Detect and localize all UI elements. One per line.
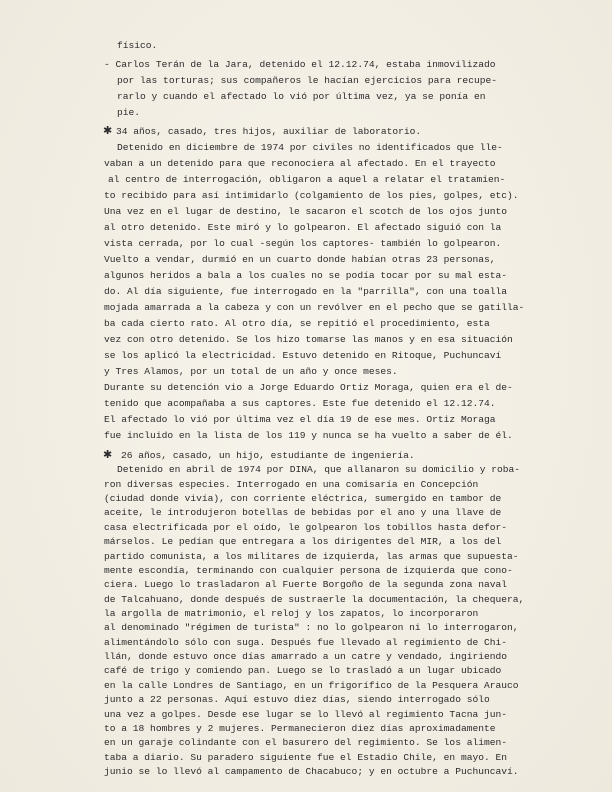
text-line: fue incluido en la lista de los 119 y nunca se ha vuelto a saber de él. <box>104 430 513 441</box>
text-line: alimentándolo sólo con suga. Después fue llevado al regimiento de Chi- <box>104 636 508 648</box>
text-line: partido comunista, a los militares de izquierda, las armas que supuesta- <box>104 550 519 562</box>
text-line: la argolla de matrimonio, el reloj y los zapatos, lo incorporaron <box>104 607 479 619</box>
text-line: vaban a un detenido para que reconociera al afectado. En el trayecto <box>104 158 496 169</box>
text-line: do. Al día siguiente, fue interrogado en la "parrilla", con una toalla <box>104 286 508 297</box>
text-line: en la calle Londres de Santiago, en un frigorífico de la Pesquera Arauco <box>104 679 519 691</box>
text-line: café de trigo y comiendo pan. Luego se lo trasladó a un lugar ubicado <box>104 665 502 677</box>
text-line: en un garaje colindante con el basurero del regimiento. Se los alimen- <box>104 737 508 749</box>
text-line: pie. <box>117 107 141 118</box>
text-line: llán, donde estuvo once días amarrado a un catre y vendado, ingiriendo <box>104 651 508 662</box>
text-line: al denominado "régimen de turista" : no lo golpearon ni lo interrogaron, <box>104 622 519 634</box>
text-line: al centro de interrogación, obligaron a aquel a relatar el tratamien- <box>108 174 506 185</box>
text-line: por las torturas; sus compañeros le hacían ejercicios para recupe- <box>117 75 497 86</box>
text-line: y Tres Alamos, por un total de un año y once meses. <box>104 366 398 377</box>
text-line: El afectado lo vió por última vez el día 19 de ese mes. Ortiz Moraga <box>104 414 496 425</box>
text-line: tenido que acompañaba a sus captores. Este fue detenido el 12.12.74. <box>104 398 496 409</box>
text-line: rarlo y cuando el afectado lo vió por última vez, ya se ponía en <box>117 91 486 102</box>
text-line: ba cada cierto rato. Al otro día, se repitió el procedimiento, esta <box>104 318 490 329</box>
asterisk-mark: ✱ <box>103 124 113 137</box>
text-line: to recibido para así intimidarlo (colgamiento de los pies, golpes, etc). <box>104 190 519 201</box>
text-line: una vez a golpes. Desde ese lugar se lo llevó al regimiento Tacna jun- <box>104 708 508 720</box>
text-line: (ciudad donde vivía), con corriente eléctrica, sumergido en tambor de <box>104 493 502 504</box>
text-line: aceite, le introdujeron botellas de bebidas por el ano y una llave de <box>104 507 502 519</box>
text-line: algunos heridos a bala a los cuales no se podía tocar por su mal esta- <box>104 270 508 281</box>
text-line: vista cerrada, por lo cual -según los captores- también lo golpearon. <box>104 238 502 249</box>
text-line: Durante su detención vio a Jorge Eduardo Ortiz Moraga, quien era el de- <box>104 382 513 393</box>
text-line: ron diversas especies. Interrogado en una comisaría en Concepción <box>104 478 479 490</box>
text-line: 34 años, casado, tres hijos, auxiliar de laboratorio. <box>116 126 422 137</box>
text-line: Detenido en diciembre de 1974 por civiles no identificados que lle- <box>117 142 503 153</box>
text-line: taba a diario. Su paradero siguiente fue el Estadio Chile, en mayo. En <box>104 751 508 763</box>
text-line: márselos. Le pedían que entregara a los dirigentes del MIR, a los del <box>104 536 502 548</box>
text-line: junto a 22 personas. Aquí estuvo diez días, siendo interrogado sólo <box>104 694 490 706</box>
text-line: - Carlos Terán de la Jara, detenido el 12.12.74, estaba inmovilizado <box>104 59 496 70</box>
text-line: mojada amarrada a la cabeza y con un revólver en el pecho que se gatilla- <box>104 302 525 313</box>
text-line: junio se lo llevó al campamento de Chacabuco; y en octubre a Puchuncaví. <box>104 766 519 777</box>
text-line: Detenido en abril de 1974 por DINA, que allanaron su domicilio y roba- <box>117 464 521 476</box>
text-line: mente escondía, terminando con cualquier persona de izquierda que cono- <box>104 564 513 576</box>
text-line: al otro detenido. Este miró y lo golpearon. El afectado siguió con la <box>104 222 502 233</box>
text-line: Una vez en el lugar de destino, le sacaron el scotch de los ojos junto <box>104 206 508 217</box>
text-line: se los aplicó la electricidad. Estuvo detenido en Ritoque, Puchuncaví <box>104 350 502 361</box>
text-line: de Talcahuano, donde después de sustraerle la documentación, la chequera, <box>104 593 525 605</box>
text-line: físico. <box>117 40 158 51</box>
text-line: ciera. Luego lo trasladaron al Fuerte Borgoño de la segunda zona naval <box>104 579 508 591</box>
text-line: Vuelto a vendar, durmió en un cuarto donde habían otras 23 personas, <box>104 254 496 265</box>
asterisk-mark: ✱ <box>103 448 113 462</box>
text-line: to a 18 hombres y 2 mujeres. Permanecieron diez días aproximadamente <box>104 722 496 734</box>
text-line: 26 años, casado, un hijo, estudiante de ingeniería. <box>121 449 415 461</box>
text-line: vez con otro detenido. Se los hizo tomarse las manos y en esa situación <box>104 334 513 345</box>
text-line: casa electrificada por el oído, le golpearon los tobillos hasta defor- <box>104 521 508 533</box>
